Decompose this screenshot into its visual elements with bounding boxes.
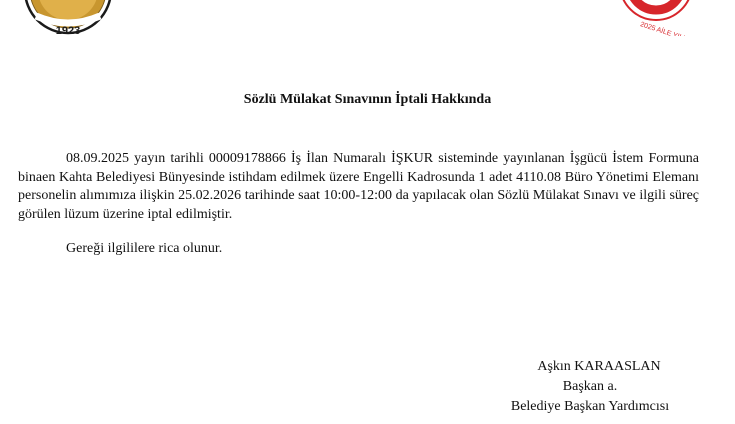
emblem-text: 2025 AİLE YILI <box>639 21 686 36</box>
signatory-role: Başkan a. <box>562 379 618 394</box>
signatory-name: Aşkın KARAASLAN <box>537 359 661 374</box>
family-year-emblem-icon <box>600 0 710 36</box>
closing-text: Gereği ilgililere rica olunur. <box>66 241 223 256</box>
municipality-seal-icon <box>22 0 114 36</box>
document-body: 08.09.2025 yayın tarihli 00009178866 İş İlan Numaralı İŞKUR sisteminde yayınlanan İşgücü İstem Formuna binaen Kahta Belediyesi Bünyesinde istihdam edilmek üzere Engelli Kadrosunda 1 adet 4110.08 Büro Yönetimi Elemanı personelin alımımıza ilişkin 25.02.2026 tarihinde saat 10:00-12:00 da yapılacak olan Sözlü Mülakat Sınavı ve ilgili süreç görülen lüzum üzerine iptal edilmiştir. <box>18 151 699 223</box>
document-title: Sözlü Mülakat Sınavının İptali Hakkında <box>243 92 492 107</box>
seal-year: 1923 <box>55 25 81 36</box>
signature-block <box>480 357 700 417</box>
signatory-title: Belediye Başkan Yardımcısı <box>510 399 670 414</box>
